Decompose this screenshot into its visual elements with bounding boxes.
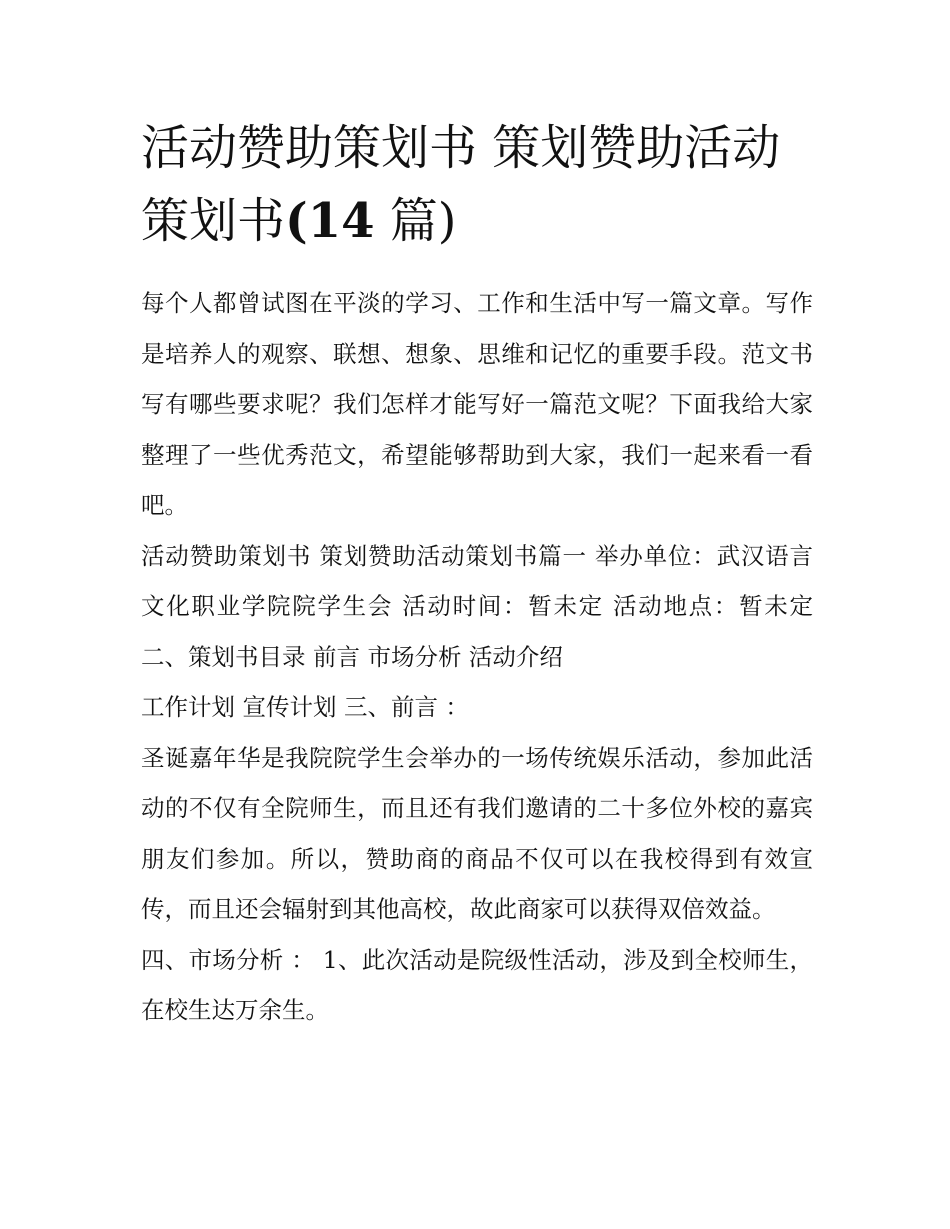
market-analysis-paragraph: 四、市场分析 ： 1、此次活动是院级性活动，涉及到全校师生，在校生达万余生。	[141, 945, 813, 1024]
document-page	[141, 112, 813, 1036]
title-count: (14	[285, 193, 375, 249]
title-main: 活动赞助策划书 策划赞助活动策划书	[141, 120, 781, 249]
section-one-paragraph: 活动赞助策划书 策划赞助活动策划书篇一 举办单位：武汉语言文化职业学院院学生会 活动时间：暂未定 活动地点：暂未定 二、策划书目录 前言 市场分析 活动介绍	[141, 541, 813, 671]
document-title	[141, 112, 813, 258]
intro-paragraph: 每个人都曾试图在平淡的学习、工作和生活中写一篇文章。写作是培养人的观察、联想、想象、思维和记忆的重要手段。范文书写有哪些要求呢？我们怎样才能写好一篇范文呢？下面我给大家整理了一些优秀范文，希望能够帮助到大家，我们一起来看一看吧。	[141, 289, 813, 519]
title-tail: 篇)	[374, 193, 457, 249]
plan-list-paragraph: 工作计划 宣传计划 三、前言 ：	[141, 693, 469, 721]
preface-paragraph: 圣诞嘉年华是我院院学生会举办的一场传统娱乐活动，参加此活动的不仅有全院师生，而且还有我们邀请的二十多位外校的嘉宾朋友们参加。所以，赞助商的商品不仅可以在我校得到有效宣传，而且还会辐射到其他高校，故此商家可以获得双倍效益。	[141, 743, 813, 923]
